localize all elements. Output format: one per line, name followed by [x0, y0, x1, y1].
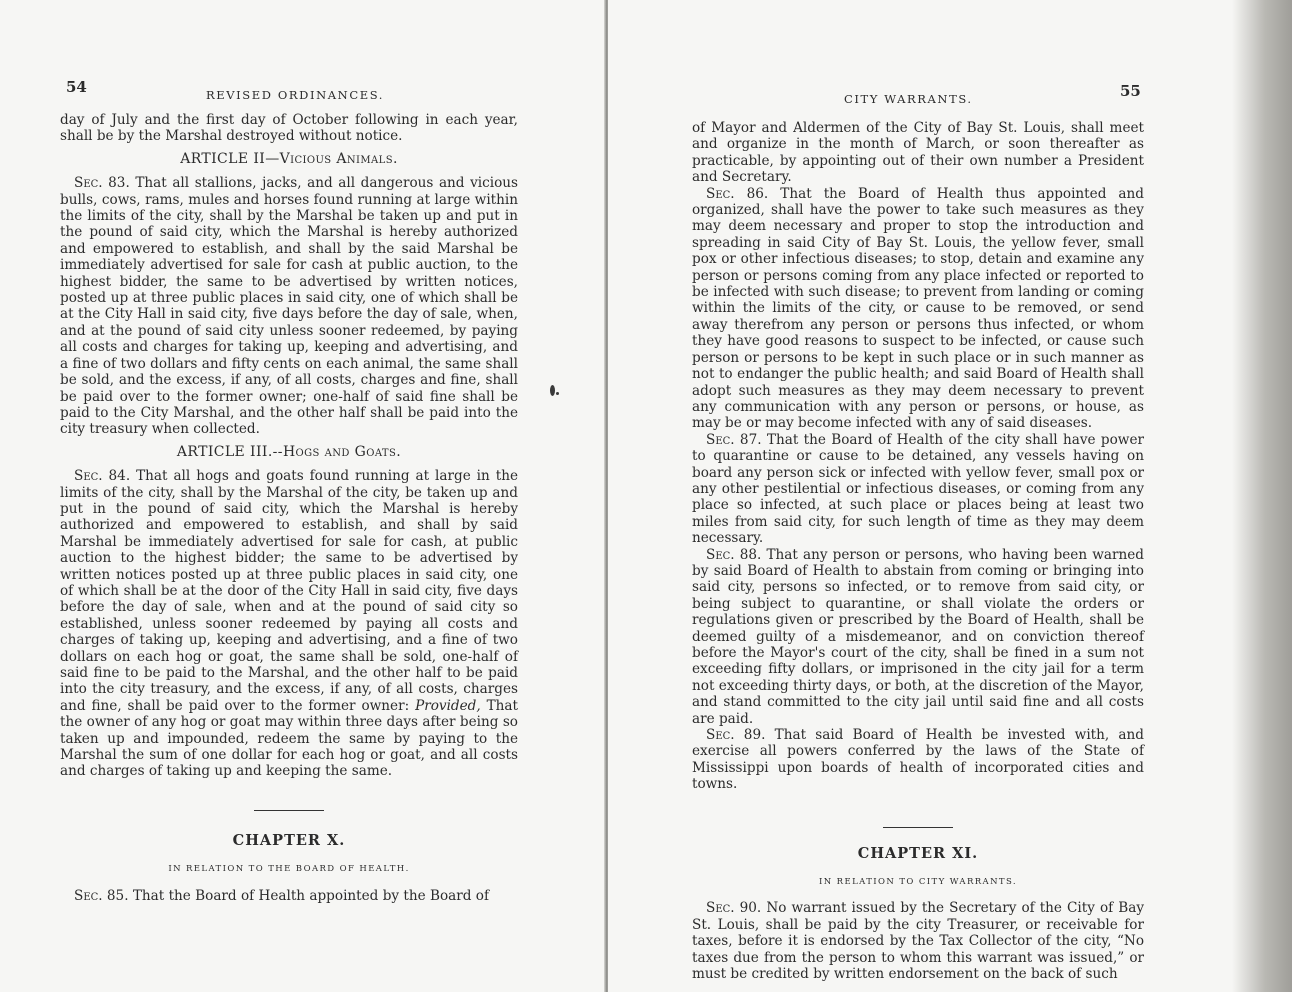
ink-speck — [556, 392, 559, 395]
right-text-column — [692, 120, 1144, 983]
carryover-paragraph: day of July and the first day of October following in each year, shall be by the Marshal destroyed without notice. — [60, 112, 518, 145]
page-number: 54 — [66, 78, 87, 96]
right-page — [608, 0, 1292, 992]
section-label: Sec. 86. — [706, 185, 769, 202]
article-heading — [60, 151, 518, 167]
chapter-heading: CHAPTER X. — [232, 831, 346, 849]
left-text-column — [60, 112, 518, 904]
section-text: That the Board of Health of the city shall have power to quarantine or cause to be detained, any vessels having on board any person sick or infected with yellow fever, small pox or any other pestilential or infectious diseases, or coming from any place so infected, at such place or places being at least two miles from said city, for such length of time as they may deem necessary. — [692, 431, 1144, 547]
section-text: No warrant issued by the Secretary of the City of Bay St. Louis, shall be paid by the city Treasurer, or receivable for taxes, before it is endorsed by the Tax Collector of the city, “No taxes due from the person to whom this warrant was issued,” or must be credited by written endorsement on the back of such — [692, 900, 1145, 983]
article-title: Vicious Animals. — [279, 150, 398, 167]
chapter-rule — [883, 827, 953, 828]
chapter-subheading: IN RELATION TO THE BOARD OF HEALTH. — [168, 864, 410, 875]
section-label: Sec. 90. — [706, 900, 762, 917]
section-label: Sec. 88. — [706, 546, 762, 563]
section-84 — [60, 468, 518, 780]
chapter-subheading: IN RELATION TO CITY WARRANTS. — [818, 877, 1018, 888]
section-text: That the Board of Health appointed by the Board of — [132, 887, 490, 904]
section-85 — [60, 888, 518, 904]
section-83 — [60, 175, 518, 438]
section-text: That all hogs and goats found running at large in the limits of the city, shall by the Marshal of the city, be taken up and put in the pound of said city, which the Marshal is hereby authorized and empowered to establish, and shall by said Marshal be immediately advertised for sale for cash, at public auction to the highest bidder; the same to be advertised by written notices posted up at three public places in said city, one of which shall be at the door of the City Hall in said city, five days before the day of sale, when and at the pound of said city so established, unless sooner redeemed by paying all costs and charges of taking up, keeping and advertising, and a fine of two dollars on each hog or goat, the same shall be sold, one-half of said fine to be paid to the Marshal, and the other half to be paid into the city treasury, and the excess, if any, of all costs, charges and fine, shall be paid over to the former owner: — [60, 468, 518, 714]
article-number: ARTICLE III.-- — [176, 443, 283, 460]
running-head: CITY WARRANTS. — [844, 92, 973, 106]
chapter-rule — [254, 810, 324, 811]
section-90 — [692, 900, 1144, 982]
section-text: That the Board of Health thus appointed and organized, shall have the power to take such measures as they may deem necessary and proper to stop the introduction and spreading in said City of Bay St. Louis, the yellow fever, small pox or other infectious diseases; to stop, detain and examine any person or persons coming from any place infected or reported to be infected with such disease; to prevent from landing or coming within the limits of the city, or cause to be removed, or send away therefrom any person or persons thus infected, or whom they have good reasons to suspect to be infected, or cause such person or persons to be kept in such place or in such manner as not to endanger the public health; and said Board of Health shall adopt such measures as they may deem necessary to prevent any communication with any person or persons, or house, as may be or may become infected with any of said diseases. — [692, 185, 1144, 432]
provided-clause: Provided, — [415, 697, 481, 714]
section-label: Sec. 83. — [74, 175, 130, 192]
section-label: Sec. 89. — [706, 727, 766, 744]
carryover-paragraph: of Mayor and Aldermen of the City of Bay St. Louis, shall meet and organize in the month of March, or soon thereafter as practicable, by appointing out of their own number a President and Secretary. — [692, 120, 1144, 186]
article-number: ARTICLE II— — [180, 150, 280, 167]
left-page — [0, 0, 606, 992]
section-text: That the owner of any hog or goat may within three days after being so taken up and impounded, redeem the same by paying to the Marshal the sum of one dollar for each hog or goat, and all costs and charges of taking up and keeping the same. — [60, 697, 518, 780]
section-87 — [692, 432, 1144, 547]
page-edge-shadow — [1232, 0, 1292, 992]
section-89 — [692, 727, 1144, 793]
section-86 — [692, 186, 1144, 432]
article-title: Hogs and Goats. — [282, 443, 402, 460]
chapter-heading: CHAPTER XI. — [857, 844, 979, 862]
page-number: 55 — [1120, 82, 1141, 100]
section-text: That said Board of Health be invested with, and exercise all powers conferred by the laws of the State of Mississippi upon boards of health of incorporated cities and towns. — [692, 727, 1144, 793]
article-heading — [60, 444, 518, 460]
section-label: Sec. 87. — [706, 431, 762, 448]
section-text: That all stallions, jacks, and all dangerous and vicious bulls, cows, rams, mules and horses found running at large within the limits of the city, shall by the Marshal be taken up and put in the pound of said city, which the Marshal is hereby authorized and empowered to establish, and shall by the said Marshal be immediately advertised for sale for cash at public auction, to the highest bidder, the same to be advertised by written notices, posted up at three public places in said city, one of which shall be at the City Hall in said city, five days before the day of sale, when, and at the pound of said city unless sooner redeemed, by paying all costs and charges for taking up, keeping and advertising, and a fine of two dollars and fifty cents on each animal, the same shall be sold, and the excess, if any, of all costs, charges and fine, shall be paid over to the former owner; one-half of said fine shall be paid to the City Marshal, and the other half shall be paid into the city treasury when collected. — [60, 175, 518, 438]
section-label: Sec. 84. — [74, 468, 131, 485]
section-88 — [692, 547, 1144, 727]
running-head: REVISED ORDINANCES. — [206, 88, 385, 102]
section-label: Sec. 85. — [74, 887, 129, 904]
section-text: That any person or persons, who having been warned by said Board of Health to abstain from coming or bringing into said city, persons so infected, or to remove from said city, or being subject to quarantine, or shall violate the orders or regulations given or prescribed by the Board of Health, shall be deemed guilty of a misdemeanor, and on conviction thereof before the Mayor's court of the city, shall be fined in a sum not exceeding fifty dollars, or imprisoned in the city jail for a term not exceeding thirty days, or both, at the discretion of the Mayor, and stand committed to the city jail until said fine and all costs are paid. — [692, 546, 1144, 727]
ink-speck — [550, 385, 555, 396]
